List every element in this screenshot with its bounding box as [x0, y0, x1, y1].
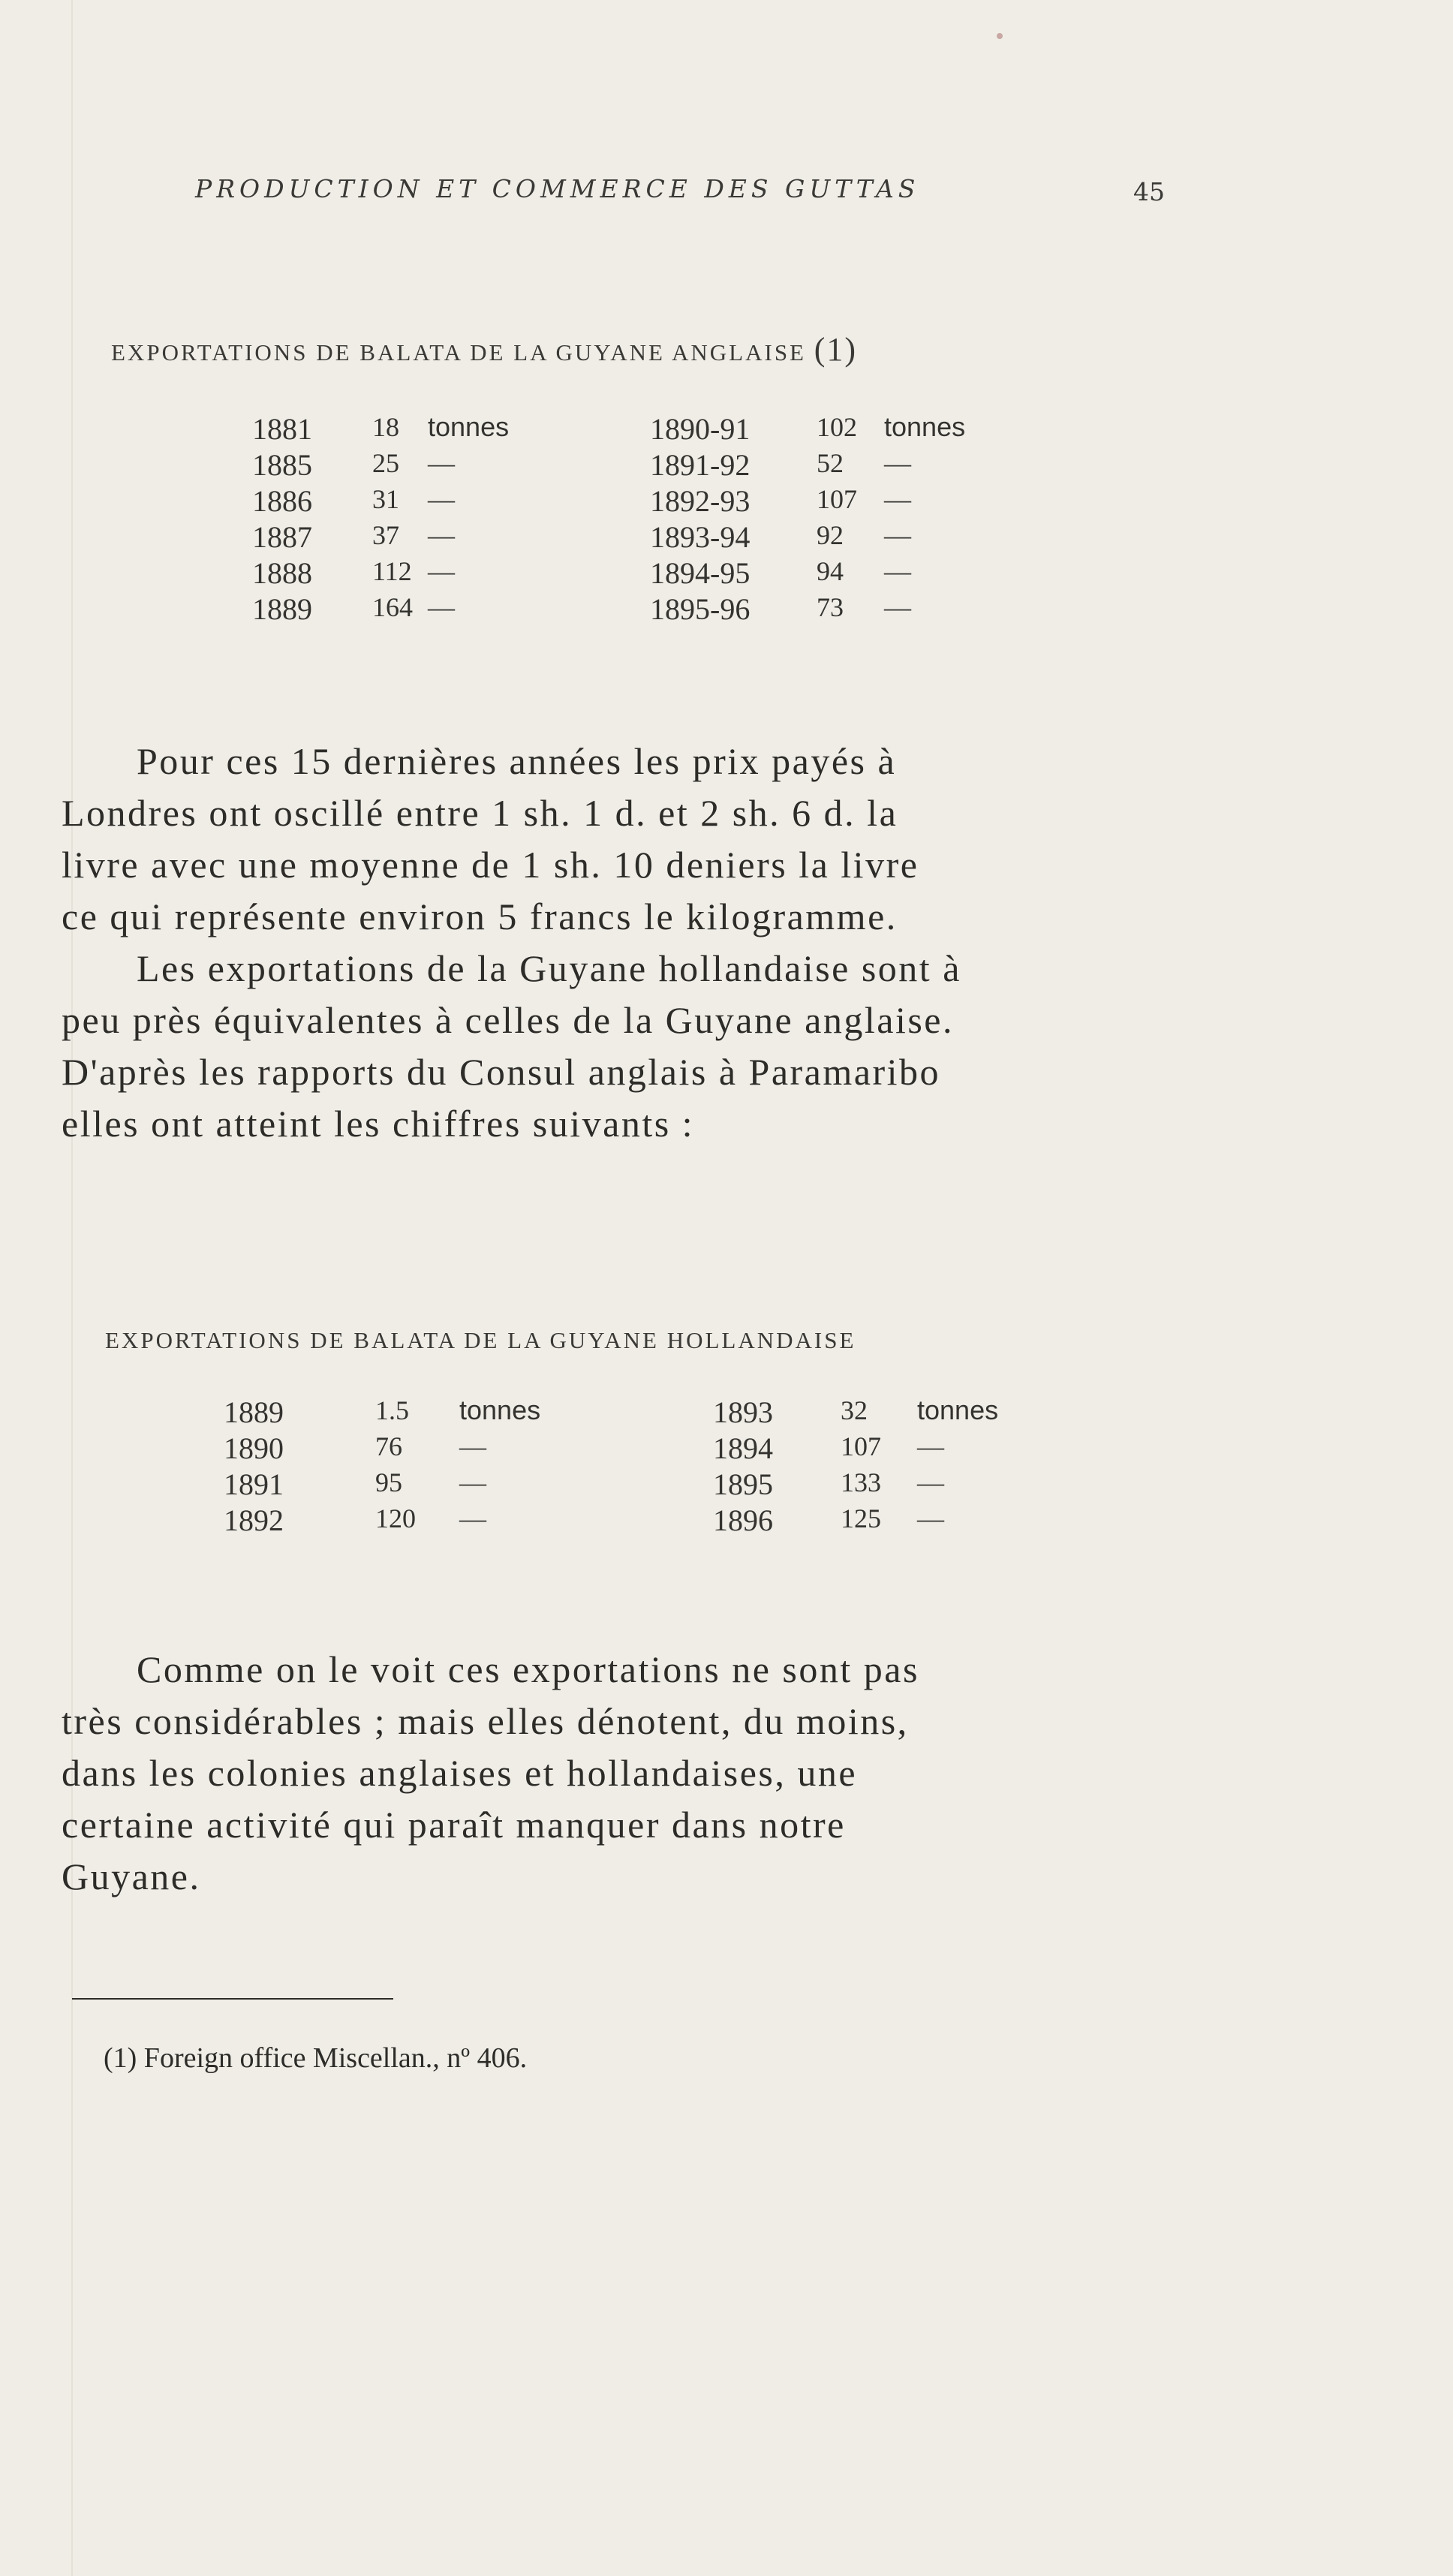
table1-right-unit-cell: —	[884, 448, 911, 478]
text-line: Les exportations de la Guyane hollandaise sont à	[137, 947, 961, 989]
text-line: livre avec une moyenne de 1 sh. 10 deniers la livre	[62, 844, 919, 886]
text-line: elles ont atteint les chiffres suivants :	[62, 1103, 695, 1145]
table1-title	[111, 330, 857, 369]
table2-right-unit-cell: —	[917, 1431, 944, 1461]
table1-right-value-cell: 92	[817, 520, 844, 550]
table1-right-unit-cell: —	[884, 592, 911, 622]
table2-right-year-cell: 1895	[713, 1467, 773, 1501]
table1-left-unit-cell: —	[428, 592, 455, 622]
paragraph-conclusion	[62, 1644, 1165, 1903]
table1-right-unit-cell: —	[884, 556, 911, 586]
table1-right-unit-cell: —	[884, 484, 911, 514]
text-line: peu près équivalentes à celles de la Guyane anglaise.	[62, 999, 954, 1041]
table1-right-value-cell: 94	[817, 556, 844, 586]
table1-left-unit-cell: —	[428, 484, 455, 514]
table1-right-year-cell: 1891-92	[650, 448, 751, 482]
table2-left-unit-cell: tonnes	[459, 1395, 541, 1425]
table1-left-value-cell: 112	[372, 556, 412, 586]
table2-left-value-cell: 120	[375, 1503, 416, 1533]
table2-left-year-cell: 1890	[224, 1431, 284, 1465]
page-edge-shadow	[71, 0, 73, 2576]
table2-right-value-cell: 107	[841, 1431, 881, 1461]
table2-left-year-cell: 1891	[224, 1467, 284, 1501]
table1-right-unit-cell: tonnes	[884, 411, 966, 442]
table2-right-year-cell: 1893	[713, 1395, 773, 1429]
text-line: Comme on le voit ces exportations ne sont pas	[137, 1648, 919, 1690]
table1-left-unit-cell: tonnes	[428, 411, 510, 442]
running-title: PRODUCTION ET COMMERCE DES GUTTAS	[195, 174, 920, 203]
table2-right-year-cell: 1896	[713, 1503, 773, 1537]
table2-right-value-cell: 32	[841, 1395, 868, 1425]
text-line: Guyane.	[62, 1855, 201, 1897]
table2-left-value-cell: 95	[375, 1467, 402, 1497]
table1-left-year-cell: 1881	[252, 412, 312, 446]
table1-right-year-cell: 1890-91	[650, 412, 751, 446]
table1-title-text: EXPORTATIONS DE BALATA DE LA GUYANE ANGLAISE	[111, 339, 806, 366]
table2-left-value-cell: 76	[375, 1431, 402, 1461]
text-line: ce qui représente environ 5 francs le kilogramme.	[62, 895, 898, 937]
table2-left-year-cell: 1889	[224, 1395, 284, 1429]
footnote-rule	[72, 1998, 393, 2000]
table1-right-year-cell: 1893-94	[650, 520, 751, 554]
table1-right-year-cell: 1894-95	[650, 556, 751, 590]
page-number: 45	[1133, 177, 1165, 206]
table1-left-unit-cell: —	[428, 556, 455, 586]
table2-right-unit-cell: —	[917, 1467, 944, 1497]
table2-left-unit-cell: —	[459, 1431, 486, 1461]
table1-right-value-cell: 107	[817, 484, 857, 514]
table1-footnote-ref: (1)	[814, 331, 858, 368]
table2-left-year-cell: 1892	[224, 1503, 284, 1537]
paragraph-prices	[62, 736, 1165, 943]
text-line: certaine activité qui paraît manquer dans notre	[62, 1804, 846, 1846]
table2-right-value-cell: 133	[841, 1467, 881, 1497]
text-line: D'après les rapports du Consul anglais à Paramaribo	[62, 1051, 940, 1093]
table1-right-year-cell: 1892-93	[650, 484, 751, 518]
table1-left-value-cell: 31	[372, 484, 399, 514]
table1-right-value-cell: 102	[817, 412, 857, 442]
table1-left-value-cell: 18	[372, 412, 399, 442]
table1-left-value-cell: 37	[372, 520, 399, 550]
text-line: très considérables ; mais elles dénotent, du moins,	[62, 1700, 909, 1742]
table2-right-unit-cell: tonnes	[917, 1395, 999, 1425]
table1-right-unit-cell: —	[884, 520, 911, 550]
table2-right-value-cell: 125	[841, 1503, 881, 1533]
table2-title-text: EXPORTATIONS DE BALATA DE LA GUYANE HOLLANDAISE	[105, 1327, 856, 1353]
text-line: dans les colonies anglaises et hollandaises, une	[62, 1752, 858, 1794]
table2-left-value-cell: 1.5	[375, 1395, 409, 1425]
table1-left-year-cell: 1885	[252, 448, 312, 482]
table1-right-value-cell: 52	[817, 448, 844, 478]
table1-left-year-cell: 1889	[252, 592, 312, 626]
table1-left-unit-cell: —	[428, 448, 455, 478]
table2-left-unit-cell: —	[459, 1503, 486, 1533]
table2-right-year-cell: 1894	[713, 1431, 773, 1465]
text-line: Londres ont oscillé entre 1 sh. 1 d. et 2 sh. 6 d. la	[62, 792, 898, 834]
footnote: (1) Foreign office Miscellan., nº 406.	[104, 2042, 528, 2074]
table1-right-value-cell: 73	[817, 592, 844, 622]
table1-right-year-cell: 1895-96	[650, 592, 751, 626]
table1-left-year-cell: 1886	[252, 484, 312, 518]
table1-left-year-cell: 1887	[252, 520, 312, 554]
paper-speck	[997, 33, 1003, 39]
table1-left-unit-cell: —	[428, 520, 455, 550]
text-line: Pour ces 15 dernières années les prix payés à	[137, 740, 897, 782]
table1-left-value-cell: 164	[372, 592, 413, 622]
table1-left-year-cell: 1888	[252, 556, 312, 590]
table2-title	[105, 1327, 856, 1354]
table1-left-value-cell: 25	[372, 448, 399, 478]
table2-left-unit-cell: —	[459, 1467, 486, 1497]
paragraph-dutch-guiana	[62, 943, 1165, 1150]
table2-right-unit-cell: —	[917, 1503, 944, 1533]
